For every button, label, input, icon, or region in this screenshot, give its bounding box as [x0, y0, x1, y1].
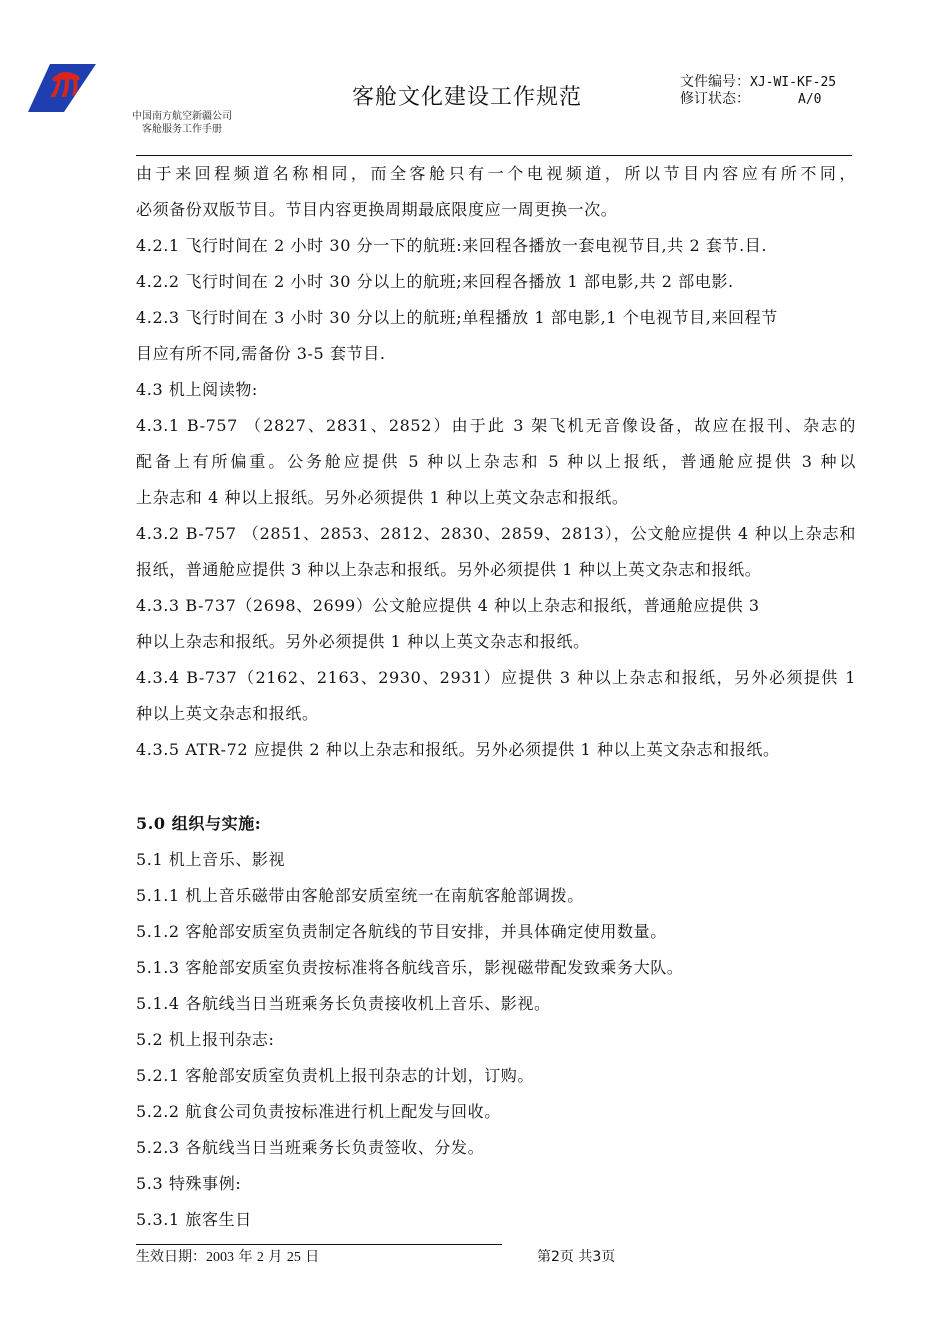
- section-5-line: 5.3.1 旅客生日: [136, 1210, 252, 1229]
- section-5-line: 5.2.3 各航线当日当班乘务长负责签收、分发。: [136, 1138, 485, 1157]
- document-meta: [680, 74, 836, 108]
- section-5-line: 5.2 机上报刊杂志:: [136, 1030, 275, 1049]
- body-line: 4.2.3 飞行时间在 3 小时 30 分以上的航班;单程播放 1 部电影,1 个电视节目,来回程节: [136, 308, 778, 327]
- body-line: 4.3.4 B-737（2162、2163、2930、2931）应提供 3 种以上杂志和报纸，另外必须提供 1: [136, 668, 856, 687]
- month-unit: 月: [263, 1249, 287, 1265]
- section-5-line: 5.1.2 客舱部安质室负责制定各航线的节目安排，并具体确定使用数量。: [136, 922, 667, 941]
- doc-number-row: [680, 74, 836, 91]
- document-body: [136, 156, 856, 1238]
- section-5-line: 5.1.3 客舱部安质室负责按标准将各航线音乐，影视磁带配发致乘务大队。: [136, 958, 684, 977]
- footer-divider: [136, 1244, 502, 1245]
- section-5-line: 5.1.4 各航线当日当班乘务长负责接收机上音乐、影视。: [136, 994, 551, 1013]
- body-line: 4.2.2 飞行时间在 2 小时 30 分以上的航班;来回程各播放 1 部电影,共 2 部电影.: [136, 272, 734, 291]
- page-current: 2: [551, 1249, 560, 1265]
- company-line-2: 客舱服务工作手册: [142, 124, 222, 135]
- revision-row: [680, 91, 836, 108]
- body-line: 配备上有所偏重。公务舱应提供 5 种以上杂志和 5 种以上报纸，普通舱应提供 3 种以: [136, 452, 856, 471]
- doc-number-value: XJ-WI-KF-25: [750, 75, 837, 90]
- company-name: [132, 110, 232, 136]
- body-line: 上杂志和 4 种以上报纸。另外必须提供 1 种以上英文杂志和报纸。: [136, 488, 629, 507]
- body-line: 4.3.2 B-757 （2851、2853、2812、2830、2859、2813），公文舱应提供 4 种以上杂志和: [136, 524, 856, 543]
- section-5-line: 5.1 机上音乐、影视: [136, 850, 286, 869]
- revision-label: 修订状态：: [680, 91, 750, 107]
- page-suffix: 页: [601, 1249, 616, 1265]
- body-line: 由于来回程频道名称相同，而全客舱只有一个电视频道，所以节目内容应有所不同，: [136, 164, 856, 183]
- page-total: 3: [592, 1249, 602, 1265]
- page-mid: 页 共: [559, 1249, 593, 1265]
- page-prefix: 第: [537, 1249, 551, 1265]
- doc-number-label: 文件编号：: [680, 74, 750, 90]
- section-5-line: 5.3 特殊事例:: [136, 1174, 242, 1193]
- section-5-heading: 5.0 组织与实施:: [136, 814, 262, 833]
- body-line: 报纸，普通舱应提供 3 种以上杂志和报纸。另外必须提供 1 种以上英文杂志和报纸。: [136, 560, 762, 579]
- paragraph-gap: [136, 768, 856, 806]
- body-line: 目应有所不同,需备份 3-5 套节目.: [136, 344, 386, 363]
- effective-date: [136, 1246, 319, 1266]
- effective-date-label: 生效日期：: [136, 1249, 206, 1265]
- china-southern-logo-icon: [28, 64, 96, 112]
- day-unit: 日: [300, 1249, 320, 1265]
- body-line: 种以上英文杂志和报纸。: [136, 704, 319, 723]
- body-line: 4.3.3 B-737（2698、2699）公文舱应提供 4 种以上杂志和报纸，普通舱应提供 3: [136, 596, 760, 615]
- body-line: 4.3.5 ATR-72 应提供 2 种以上杂志和报纸。另外必须提供 1 种以上英文杂志和报纸。: [136, 740, 780, 759]
- page-number: [537, 1246, 615, 1266]
- section-5-line: 5.1.1 机上音乐磁带由客舱部安质室统一在南航客舱部调拨。: [136, 886, 584, 905]
- section-5-line: 5.2.1 客舱部安质室负责机上报刊杂志的计划，订购。: [136, 1066, 534, 1085]
- body-line: 4.3 机上阅读物:: [136, 380, 258, 399]
- revision-value: A/0: [798, 92, 822, 107]
- company-line-1: 中国南方航空新疆公司: [132, 111, 232, 122]
- body-line: 4.3.1 B-757 （2827、2831、2852）由于此 3 架飞机无音像设备，故应在报刊、杂志的: [136, 416, 856, 435]
- document-title: 客舱文化建设工作规范: [352, 85, 583, 110]
- body-line: 必须备份双版节目。节目内容更换周期最底限度应一周更换一次。: [136, 200, 618, 219]
- body-line: 4.2.1 飞行时间在 2 小时 30 分一下的航班:来回程各播放一套电视节目,共 2 套节.目.: [136, 236, 768, 255]
- effective-day: 25: [286, 1250, 301, 1265]
- body-line: 种以上杂志和报纸。另外必须提供 1 种以上英文杂志和报纸。: [136, 632, 590, 651]
- section-5-line: 5.2.2 航食公司负责按标准进行机上配发与回收。: [136, 1102, 501, 1121]
- effective-year: 2003: [206, 1250, 234, 1265]
- effective-month: 2: [256, 1250, 264, 1265]
- year-unit: 年: [234, 1249, 257, 1265]
